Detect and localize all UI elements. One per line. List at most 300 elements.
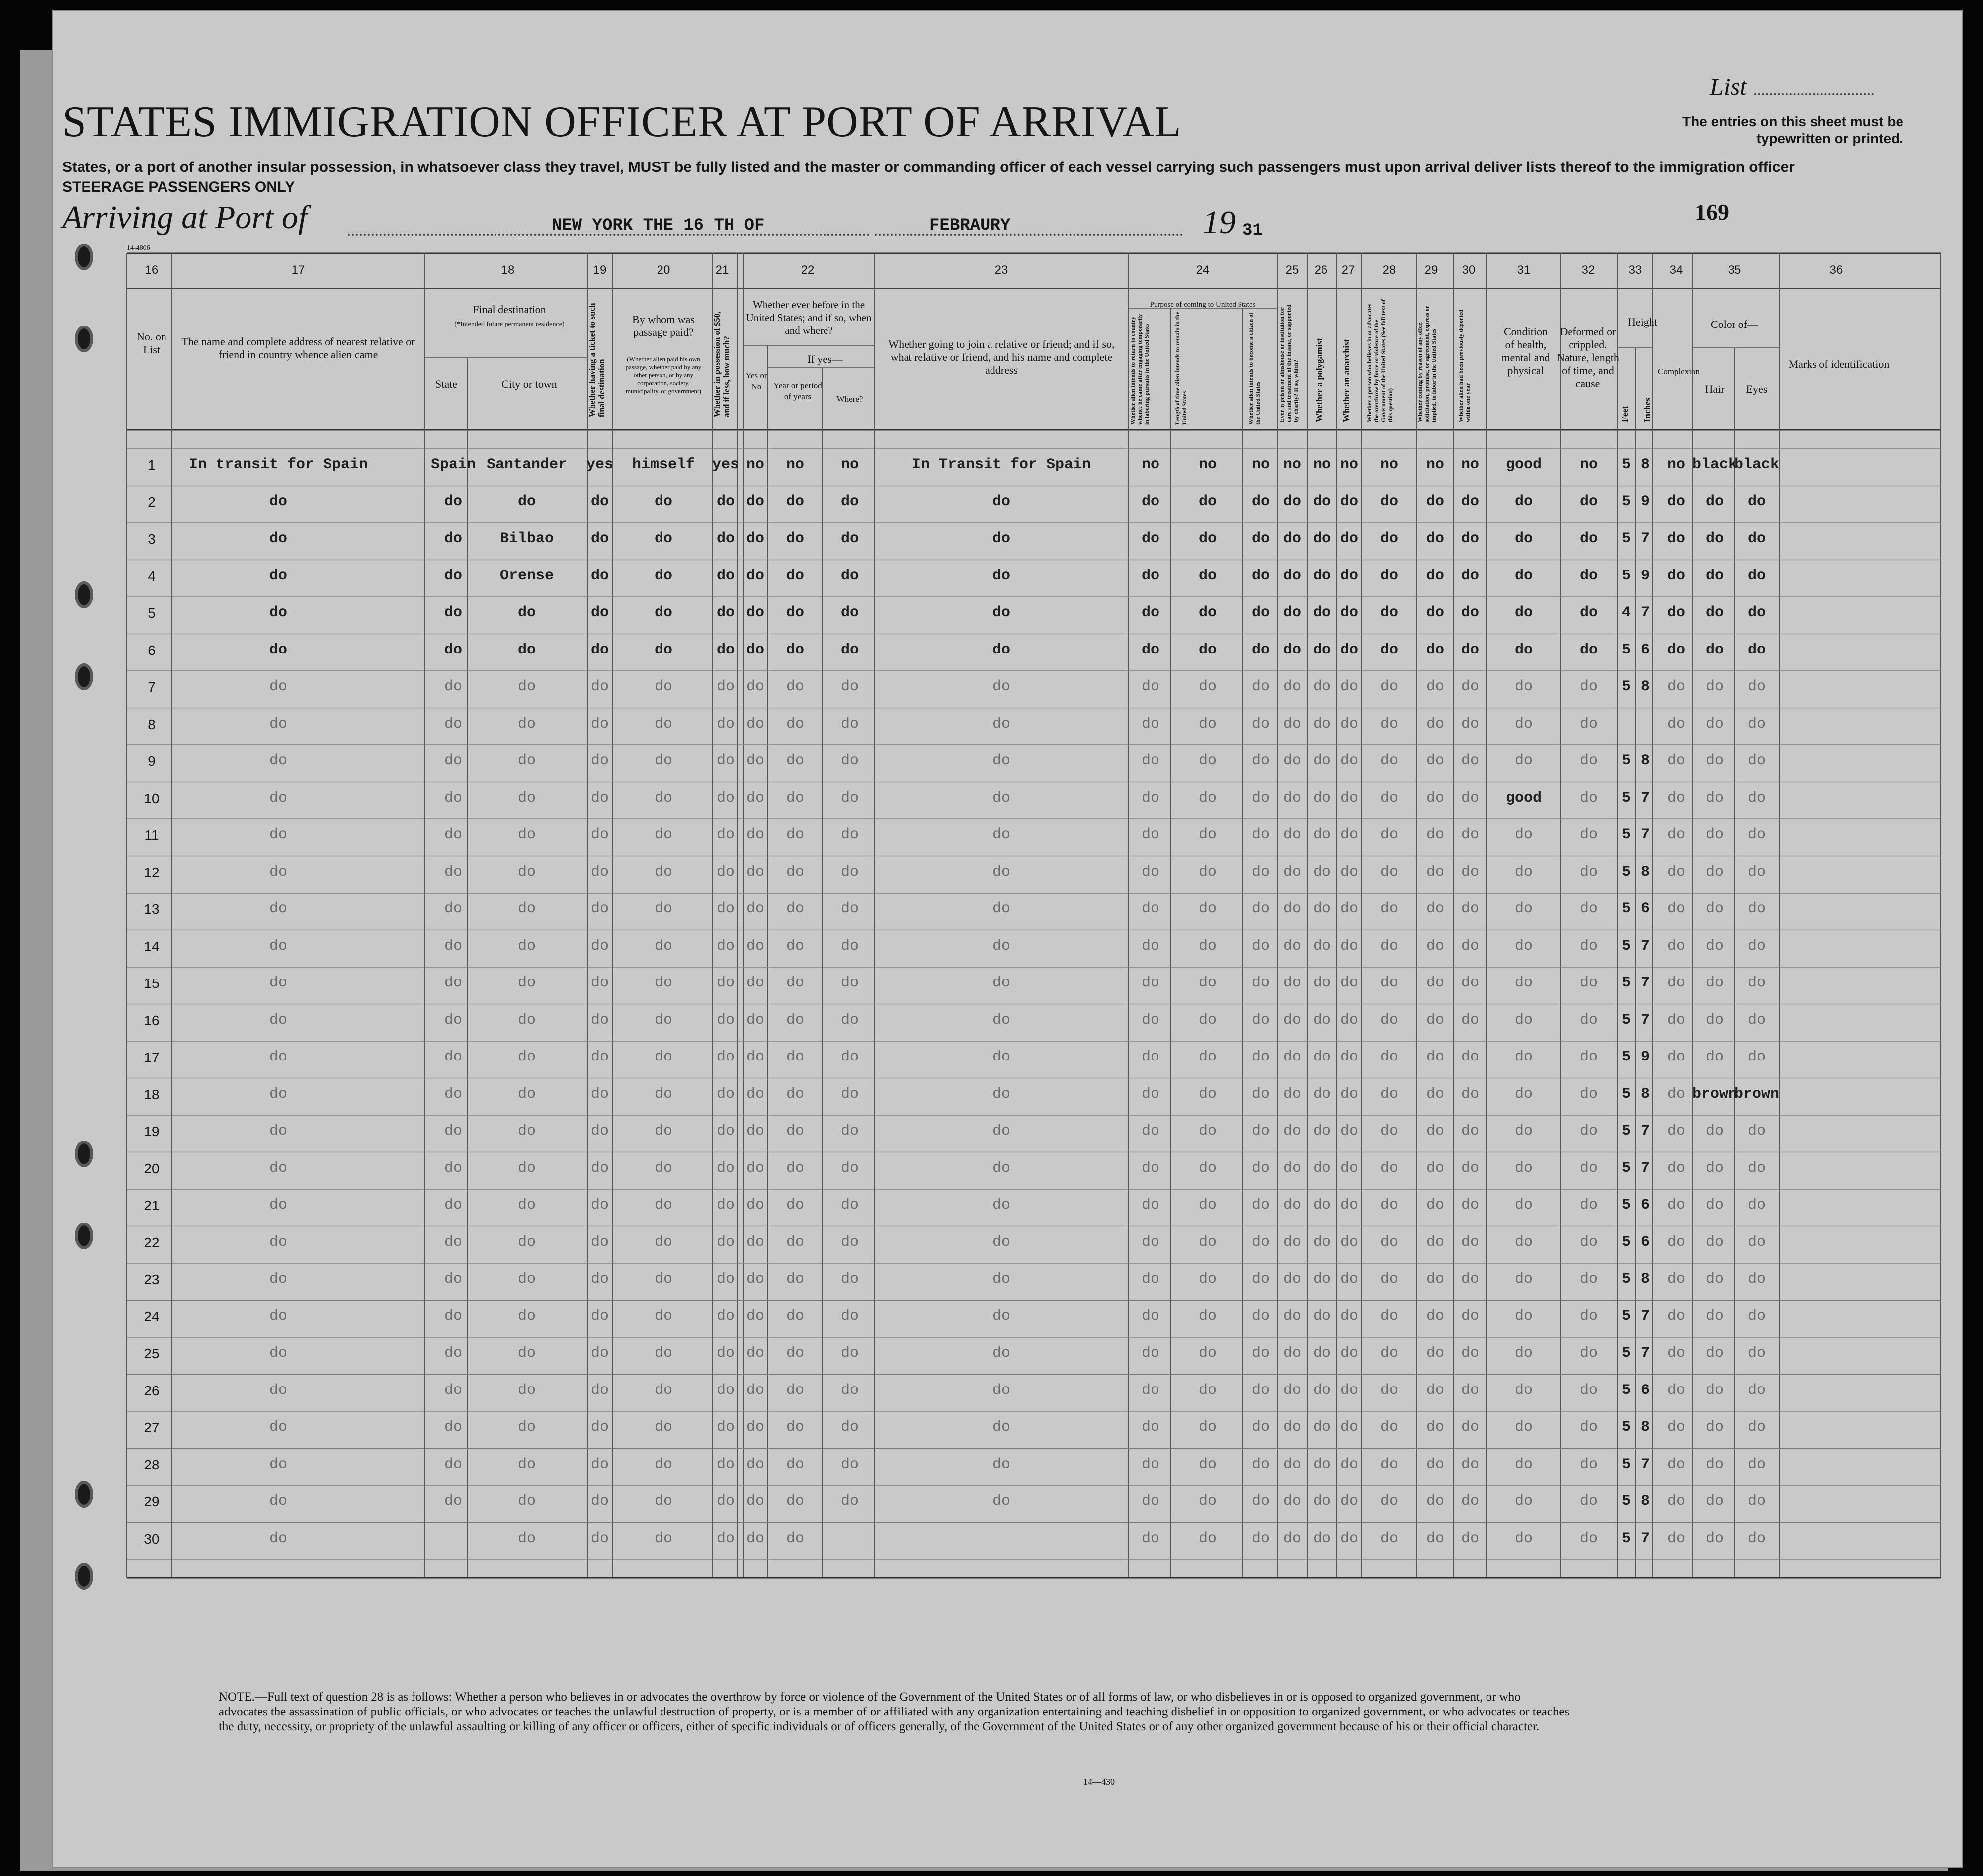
before-where-cell: no [840, 456, 859, 473]
height-feet-cell: 5 [1621, 530, 1631, 547]
anarchist-cell: do [1340, 1011, 1359, 1029]
anarchist-cell: do [1340, 1345, 1359, 1362]
height-inches-cell: 8 [1640, 1271, 1650, 1288]
purpose-length-cell: do [1198, 1085, 1217, 1103]
list-note: The entries on this sheet must be typewritten or printed. [1682, 114, 1903, 146]
deformed-cell: do [1579, 1011, 1598, 1029]
paid-by-cell: do [654, 604, 673, 621]
purpose-length-cell: do [1198, 1197, 1217, 1214]
state-cell: do [444, 826, 463, 843]
question-28-cell: do [1380, 1419, 1399, 1436]
purpose-length-cell: do [1198, 493, 1217, 510]
anarchist-cell: do [1340, 1197, 1359, 1214]
prison-cell: do [1283, 1049, 1302, 1065]
row-number: 28 [144, 1457, 160, 1472]
height-inches-cell: 9 [1640, 567, 1650, 584]
purpose-return-cell: do [1141, 1233, 1160, 1251]
prison-cell: do [1283, 678, 1302, 695]
height-inches-cell: 7 [1640, 789, 1650, 807]
instructions-text: States, or a port of another insular possession, in whatsoever class they travel, MUST be fully listed and the master or commanding officer of each vessel carrying such passengers must upon arrival deliver lists thereof to the immigration officer [62, 159, 1795, 175]
ticket-cell: do [590, 715, 609, 733]
question-28-cell: do [1380, 1011, 1399, 1029]
prison-cell: no [1283, 456, 1302, 473]
prison-cell: do [1283, 1233, 1302, 1251]
purpose-length-cell: do [1198, 715, 1217, 733]
row-number: 18 [144, 1086, 160, 1102]
question-30-cell: do [1461, 604, 1480, 621]
purpose-length-cell: do [1198, 975, 1217, 991]
row-number: 13 [144, 901, 160, 917]
question-30-cell: do [1461, 1233, 1480, 1251]
hair-color-cell: do [1705, 1382, 1724, 1399]
anarchist-cell: do [1340, 1419, 1359, 1436]
relative-cell: do [269, 1197, 288, 1214]
eye-color-cell: brown [1734, 1085, 1780, 1103]
anarchist-cell: do [1340, 1123, 1359, 1140]
question-29-cell: do [1426, 863, 1445, 881]
relative-cell: do [269, 975, 288, 991]
height-inches-cell: 7 [1640, 604, 1650, 621]
deformed-cell: do [1579, 678, 1598, 695]
anarchist-cell: do [1340, 900, 1359, 917]
prison-cell: do [1283, 1197, 1302, 1214]
ticket-cell: do [590, 752, 609, 769]
row-number: 15 [144, 976, 160, 991]
header-polygamist: Whether a polygamist [1314, 338, 1324, 422]
relative-cell: do [269, 1049, 288, 1065]
question-30-cell: do [1461, 789, 1480, 807]
question-28-cell: do [1380, 863, 1399, 881]
complexion-cell: do [1667, 752, 1686, 769]
city-cell: do [517, 900, 536, 917]
ticket-cell: do [590, 1419, 609, 1436]
eye-color-cell: do [1747, 1123, 1766, 1140]
paid-by-cell: do [654, 975, 673, 991]
ticket-cell: do [590, 1085, 609, 1103]
hair-color-cell: do [1705, 1419, 1724, 1436]
header-city: City or town [501, 378, 557, 390]
ticket-cell: do [590, 1456, 609, 1473]
relative-cell: do [269, 789, 288, 807]
header-if-yes: If yes— [807, 353, 843, 365]
purpose-length-cell: do [1198, 900, 1217, 917]
purpose-return-cell: do [1141, 567, 1160, 584]
deformed-cell: do [1579, 863, 1598, 881]
before-where-cell: do [840, 1123, 859, 1140]
height-inches-cell: 6 [1640, 900, 1650, 917]
before-yes-no-cell: do [746, 530, 765, 547]
purpose-citizen-cell: do [1251, 567, 1270, 584]
before-year-cell: do [786, 641, 805, 658]
before-where-cell: do [840, 604, 859, 621]
relative-cell: do [269, 1011, 288, 1029]
height-inches-cell: 8 [1640, 1085, 1650, 1103]
before-year-cell: do [786, 1197, 805, 1214]
purpose-return-cell: do [1141, 1123, 1160, 1140]
height-inches-cell: 7 [1640, 1011, 1650, 1029]
purpose-length-cell: do [1198, 1271, 1217, 1288]
purpose-return-cell: do [1141, 493, 1160, 510]
relative-cell: do [269, 937, 288, 955]
deformed-cell: do [1579, 1233, 1598, 1251]
height-feet-cell: 5 [1621, 1493, 1631, 1510]
anarchist-cell: do [1340, 1049, 1359, 1065]
complexion-cell: do [1667, 1233, 1686, 1251]
before-where-cell: do [840, 975, 859, 991]
height-feet-cell: 5 [1621, 1271, 1631, 1288]
prison-cell: do [1283, 1271, 1302, 1288]
health-cell: do [1514, 1011, 1533, 1029]
deformed-cell: do [1579, 752, 1598, 769]
height-feet-cell: 5 [1621, 1049, 1631, 1065]
column-number: 34 [1669, 263, 1683, 277]
hair-color-cell: do [1705, 900, 1724, 917]
relative-cell: do [269, 1271, 288, 1288]
question-29-cell: do [1426, 752, 1445, 769]
eye-color-cell: do [1747, 493, 1766, 510]
eye-color-cell: do [1747, 1419, 1766, 1436]
ticket-cell: do [590, 678, 609, 695]
question-29-cell: do [1426, 530, 1445, 547]
before-year-cell: do [786, 937, 805, 955]
question-30-cell: do [1461, 826, 1480, 843]
joining-cell: do [992, 1419, 1011, 1436]
port-value: NEW YORK THE 16 TH OF [552, 216, 765, 235]
height-feet-cell: 5 [1621, 1307, 1631, 1325]
purpose-citizen-cell: do [1251, 1123, 1270, 1140]
anarchist-cell: do [1340, 1382, 1359, 1399]
ticket-cell: do [590, 1011, 609, 1029]
before-year-cell: no [786, 456, 805, 473]
purpose-citizen-cell: do [1251, 715, 1270, 733]
joining-cell: do [992, 493, 1011, 510]
column-number: 29 [1424, 263, 1438, 277]
deformed-cell: no [1579, 456, 1598, 473]
prison-cell: do [1283, 1530, 1302, 1547]
prison-cell: do [1283, 1382, 1302, 1399]
before-year-cell: do [786, 1345, 805, 1362]
city-cell: do [517, 1271, 536, 1288]
state-cell: do [444, 1419, 463, 1436]
purpose-return-cell: do [1141, 1419, 1160, 1436]
polygamist-cell: do [1313, 567, 1331, 584]
purpose-citizen-cell: do [1251, 1530, 1270, 1547]
hair-color-cell: do [1705, 752, 1724, 769]
joining-cell: do [992, 900, 1011, 917]
height-feet-cell: 5 [1621, 1233, 1631, 1251]
paid-by-cell: do [654, 1345, 673, 1362]
state-cell: do [444, 1345, 463, 1362]
complexion-cell: do [1667, 530, 1686, 547]
anarchist-cell: do [1340, 715, 1359, 733]
column-number: 24 [1196, 263, 1210, 277]
complexion-cell: do [1667, 1530, 1686, 1547]
eye-color-cell: do [1747, 900, 1766, 917]
money-cell: do [716, 752, 735, 769]
joining-cell: do [992, 567, 1011, 584]
paid-by-cell: do [654, 937, 673, 955]
question-29-cell: do [1426, 1011, 1445, 1029]
prison-cell: do [1283, 530, 1302, 547]
purpose-citizen-cell: do [1251, 1307, 1270, 1325]
header-paid-by: By whom was passage paid? [632, 313, 695, 338]
polygamist-cell: do [1313, 1345, 1331, 1362]
complexion-cell: do [1667, 1085, 1686, 1103]
before-year-cell: do [786, 530, 805, 547]
joining-cell: do [992, 1085, 1011, 1103]
prison-cell: do [1283, 863, 1302, 881]
before-where-cell: do [840, 863, 859, 881]
height-inches-cell: 7 [1640, 1307, 1650, 1325]
polygamist-cell: do [1313, 937, 1331, 955]
joining-cell: do [992, 1382, 1011, 1399]
purpose-length-cell: do [1198, 863, 1217, 881]
eye-color-cell: do [1747, 1530, 1766, 1547]
hair-color-cell: do [1705, 1271, 1724, 1288]
health-cell: do [1514, 1233, 1533, 1251]
paid-by-cell: do [654, 493, 673, 510]
polygamist-cell: do [1313, 1197, 1331, 1214]
height-inches-cell: 6 [1640, 1197, 1650, 1214]
ticket-cell: do [590, 863, 609, 881]
height-feet-cell: 5 [1621, 1123, 1631, 1140]
purpose-citizen-cell: do [1251, 1382, 1270, 1399]
before-where-cell: do [840, 1456, 859, 1473]
joining-cell: do [992, 1011, 1011, 1029]
polygamist-cell: do [1313, 1419, 1331, 1436]
question-30-cell: no [1461, 456, 1480, 473]
money-cell: do [716, 1123, 735, 1140]
question-29-cell: do [1426, 678, 1445, 695]
purpose-length-cell: do [1198, 1456, 1217, 1473]
before-yes-no-cell: do [746, 493, 765, 510]
before-where-cell: do [840, 1011, 859, 1029]
purpose-return-cell: do [1141, 530, 1160, 547]
before-yes-no-cell: do [746, 1233, 765, 1251]
header-final-destination: Final destination [473, 303, 546, 316]
polygamist-cell: do [1313, 1271, 1331, 1288]
height-feet-cell: 4 [1621, 604, 1631, 621]
prison-cell: do [1283, 752, 1302, 769]
height-inches-cell: 7 [1640, 1530, 1650, 1547]
health-cell: do [1514, 493, 1533, 510]
health-cell: do [1514, 604, 1533, 621]
hair-color-cell: do [1705, 567, 1724, 584]
eye-color-cell: do [1747, 1159, 1766, 1177]
prison-cell: do [1283, 1159, 1302, 1177]
hair-color-cell: do [1705, 530, 1724, 547]
question-28-cell: do [1380, 567, 1399, 584]
complexion-cell: do [1667, 975, 1686, 991]
deformed-cell: do [1579, 530, 1598, 547]
height-feet-cell: 5 [1621, 1085, 1631, 1103]
money-cell: do [716, 826, 735, 843]
relative-cell: do [269, 1159, 288, 1177]
header-hair: Hair [1705, 383, 1725, 395]
before-yes-no-cell: do [746, 863, 765, 881]
polygamist-cell: do [1313, 975, 1331, 991]
purpose-return-cell: do [1141, 975, 1160, 991]
column-number: 23 [994, 263, 1008, 277]
question-30-cell: do [1461, 1307, 1480, 1325]
height-feet-cell: 5 [1621, 863, 1631, 881]
height-feet-cell: 5 [1621, 1197, 1631, 1214]
prison-cell: do [1283, 1123, 1302, 1140]
city-cell: do [517, 1493, 536, 1510]
header-question-29: Whether coming by reason of any offer, solicitation, promise, or agreement, express or implied, to labor in the United States [1416, 306, 1437, 422]
anarchist-cell: do [1340, 937, 1359, 955]
question-29-cell: no [1426, 456, 1445, 473]
hair-color-cell: black [1692, 456, 1737, 473]
question-29-cell: do [1426, 641, 1445, 658]
before-year-cell: do [786, 1419, 805, 1436]
polygamist-cell: do [1313, 789, 1331, 807]
relative-cell: do [269, 1085, 288, 1103]
before-yes-no-cell: do [746, 1419, 765, 1436]
health-cell: do [1514, 826, 1533, 843]
purpose-return-cell: do [1141, 1530, 1160, 1547]
money-cell: do [716, 641, 735, 658]
purpose-length-cell: do [1198, 1233, 1217, 1251]
health-cell: do [1514, 1419, 1533, 1436]
health-cell: good [1505, 456, 1542, 473]
hair-color-cell: do [1705, 1197, 1724, 1214]
relative-cell: In transit for Spain [188, 456, 368, 473]
row-number: 20 [144, 1160, 160, 1176]
eye-color-cell: do [1747, 604, 1766, 621]
header-inches: Inches [1642, 397, 1652, 422]
before-yes-no-cell: do [746, 826, 765, 843]
column-number: 30 [1462, 263, 1476, 277]
height-inches-cell: 7 [1640, 975, 1650, 991]
city-cell: do [517, 1530, 536, 1547]
anarchist-cell: no [1340, 456, 1359, 473]
purpose-length-cell: do [1198, 1123, 1217, 1140]
before-where-cell: do [840, 826, 859, 843]
before-where-cell: do [840, 567, 859, 584]
paid-by-cell: himself [632, 456, 695, 473]
question-28-cell: do [1380, 1530, 1399, 1547]
joining-cell: do [992, 1123, 1011, 1140]
before-where-cell: do [840, 530, 859, 547]
ticket-cell: do [590, 826, 609, 843]
header-question-28: Whether a person who believes in or advocates the overthrow by force or violence of the Government of the United States (See full text of this question) [1366, 299, 1394, 422]
state-cell: do [444, 715, 463, 733]
before-year-cell: do [786, 975, 805, 991]
question-28-cell: do [1380, 826, 1399, 843]
header-health: Condition of health, mental and physical [1501, 326, 1550, 377]
city-cell: do [517, 975, 536, 991]
question-29-cell: do [1426, 1123, 1445, 1140]
ticket-cell: do [590, 1159, 609, 1177]
height-feet-cell: 5 [1621, 937, 1631, 955]
eye-color-cell: do [1747, 752, 1766, 769]
eye-color-cell: do [1747, 1382, 1766, 1399]
money-cell: do [716, 715, 735, 733]
before-where-cell: do [840, 641, 859, 658]
hair-color-cell: do [1705, 1049, 1724, 1065]
before-year-cell: do [786, 493, 805, 510]
prison-cell: do [1283, 789, 1302, 807]
polygamist-cell: do [1313, 678, 1331, 695]
purpose-length-cell: do [1198, 604, 1217, 621]
polygamist-cell: do [1313, 1382, 1331, 1399]
deformed-cell: do [1579, 1197, 1598, 1214]
joining-cell: do [992, 1345, 1011, 1362]
prison-cell: do [1283, 1011, 1302, 1029]
eye-color-cell: do [1747, 1271, 1766, 1288]
column-number: 18 [501, 263, 515, 277]
purpose-return-cell: do [1141, 789, 1160, 807]
deformed-cell: do [1579, 493, 1598, 510]
column-number: 20 [657, 263, 670, 277]
money-cell: do [716, 1159, 735, 1177]
money-cell: do [716, 1049, 735, 1065]
form-number: 14—430 [1083, 1777, 1115, 1787]
before-year-cell: do [786, 715, 805, 733]
row-number: 2 [148, 494, 156, 510]
health-cell: do [1514, 1085, 1533, 1103]
anarchist-cell: do [1340, 678, 1359, 695]
ticket-cell: do [590, 1307, 609, 1325]
city-cell: do [517, 1123, 536, 1140]
purpose-length-cell: do [1198, 1382, 1217, 1399]
row-number: 24 [144, 1308, 160, 1324]
state-cell: do [444, 975, 463, 991]
eye-color-cell: do [1747, 1011, 1766, 1029]
header-money: Whether in possession of $50, and if less, how much? [712, 311, 731, 417]
column-number: 28 [1382, 263, 1396, 277]
before-yes-no-cell: no [746, 456, 765, 473]
question-29-cell: do [1426, 1159, 1445, 1177]
money-cell: do [716, 1493, 735, 1510]
complexion-cell: do [1667, 678, 1686, 695]
hair-color-cell: do [1705, 1123, 1724, 1140]
paid-by-cell: do [654, 826, 673, 843]
joining-cell: do [992, 863, 1011, 881]
eye-color-cell: do [1747, 1049, 1766, 1065]
paid-by-cell: do [654, 641, 673, 658]
hair-color-cell: do [1705, 789, 1724, 807]
health-cell: do [1514, 975, 1533, 991]
city-cell: do [517, 863, 536, 881]
before-yes-no-cell: do [746, 1382, 765, 1399]
prison-cell: do [1283, 937, 1302, 955]
header-joining: Whether going to join a relative or friend; and if so, what relative or friend, and his name and complete address [888, 338, 1115, 376]
paid-by-cell: do [654, 1197, 673, 1214]
hair-color-cell: do [1705, 678, 1724, 695]
height-inches-cell: 7 [1640, 1456, 1650, 1473]
purpose-length-cell: do [1198, 937, 1217, 955]
state-cell: do [444, 1233, 463, 1251]
question-29-cell: do [1426, 1530, 1445, 1547]
height-inches-cell: 7 [1640, 826, 1650, 843]
complexion-cell: do [1667, 1159, 1686, 1177]
complexion-cell: do [1667, 567, 1686, 584]
polygamist-cell: do [1313, 493, 1331, 510]
deformed-cell: do [1579, 826, 1598, 843]
question-28-cell: do [1380, 1197, 1399, 1214]
complexion-cell: do [1667, 1011, 1686, 1029]
before-yes-no-cell: do [746, 1456, 765, 1473]
ticket-cell: do [590, 900, 609, 917]
state-cell: do [444, 641, 463, 658]
column-number: 17 [291, 263, 305, 277]
height-inches-cell: 6 [1640, 1382, 1650, 1399]
paid-by-cell: do [654, 900, 673, 917]
complexion-cell: do [1667, 937, 1686, 955]
state-cell: do [444, 1123, 463, 1140]
